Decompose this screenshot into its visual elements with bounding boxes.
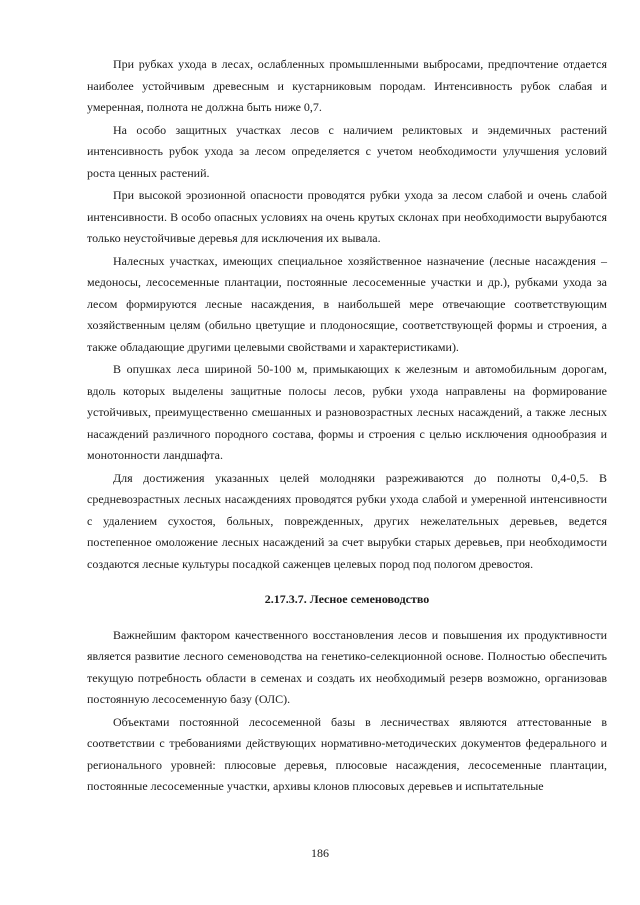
- paragraph: В опушках леса шириной 50-100 м, примыкающих к железным и автомобильным дорогам, вдоль которых выделены защитные полосы лесов, рубки ухода направлены на формирование устойчивых, преимущественно смешанных и разновозрастных лесных насаждений, а также лесных насаждений различного породного состава, формы и строения с целью исключения однообразия и монотонности ландшафта.: [87, 362, 607, 462]
- page-content: [87, 54, 607, 799]
- page-number: 186: [311, 846, 329, 860]
- paragraph: При рубках ухода в лесах, ослабленных промышленными выбросами, предпочтение отдается наиболее устойчивым древесным и кустарниковым породам. Интенсивность рубок слабая и умеренная, полнота не должна быть ниже 0,7.: [87, 57, 607, 114]
- paragraph: На особо защитных участках лесов с наличием реликтовых и эндемичных растений интенсивность рубок ухода за лесом определяется с учетом необходимости улучшения условий роста ценных растений.: [87, 122, 607, 180]
- paragraph: При высокой эрозионной опасности проводятся рубки ухода за лесом слабой и очень слабой интенсивности. В особо опасных условиях на очень крутых склонах при необходимости вырубаются только неустойчивые деревья для исключения их вывала.: [87, 188, 607, 245]
- paragraph: Налесных участках, имеющих специальное хозяйственное назначение (лесные насаждения – медоносы, лесосеменные плантации, постоянные лесосеменные участки и др.), рубками ухода за лесом формируются лесные насаждения, в наибольшей мере отвечающие соответствующим хозяйственным целям (обильно цветущие и плодоносящие, соответствующей формы и строения, а также обладающие другими целевыми свойствами и характеристиками).: [87, 253, 607, 354]
- section-heading: 2.17.3.7. Лесное семеноводство: [264, 592, 430, 606]
- paragraph: Важнейшим фактором качественного восстановления лесов и повышения их продуктивности является развитие лесного семеноводства на генетико-селекционной основе. Полностью обеспечить текущую потребность области в семенах и создать их необходимый резерв возможно, организовав постоянную лесосеменную базу (ОЛС).: [87, 627, 607, 706]
- paragraph: Для достижения указанных целей молодняки разреживаются до полноты 0,4-0,5. В средневозрастных лесных насаждениях проводятся рубки ухода слабой и умеренной интенсивности с удалением сухостоя, больных, поврежденных, других нежелательных деревьев, ведется постепенное омоложение лесных насаждений за счет вырубки старых деревьев, при необходимости создаются лесные культуры посадкой саженцев целевых пород под пологом древостоя.: [87, 470, 607, 571]
- paragraph: Объектами постоянной лесосеменной базы в лесничествах являются аттестованные в соответствии с требованиями действующих нормативно-методических документов федерального и регионального уровней: плюсовые деревья, плюсовые насаждения, лесосеменные плантации, постоянные лесосеменные участки, архивы клонов плюсовых деревьев и испытательные: [87, 714, 607, 793]
